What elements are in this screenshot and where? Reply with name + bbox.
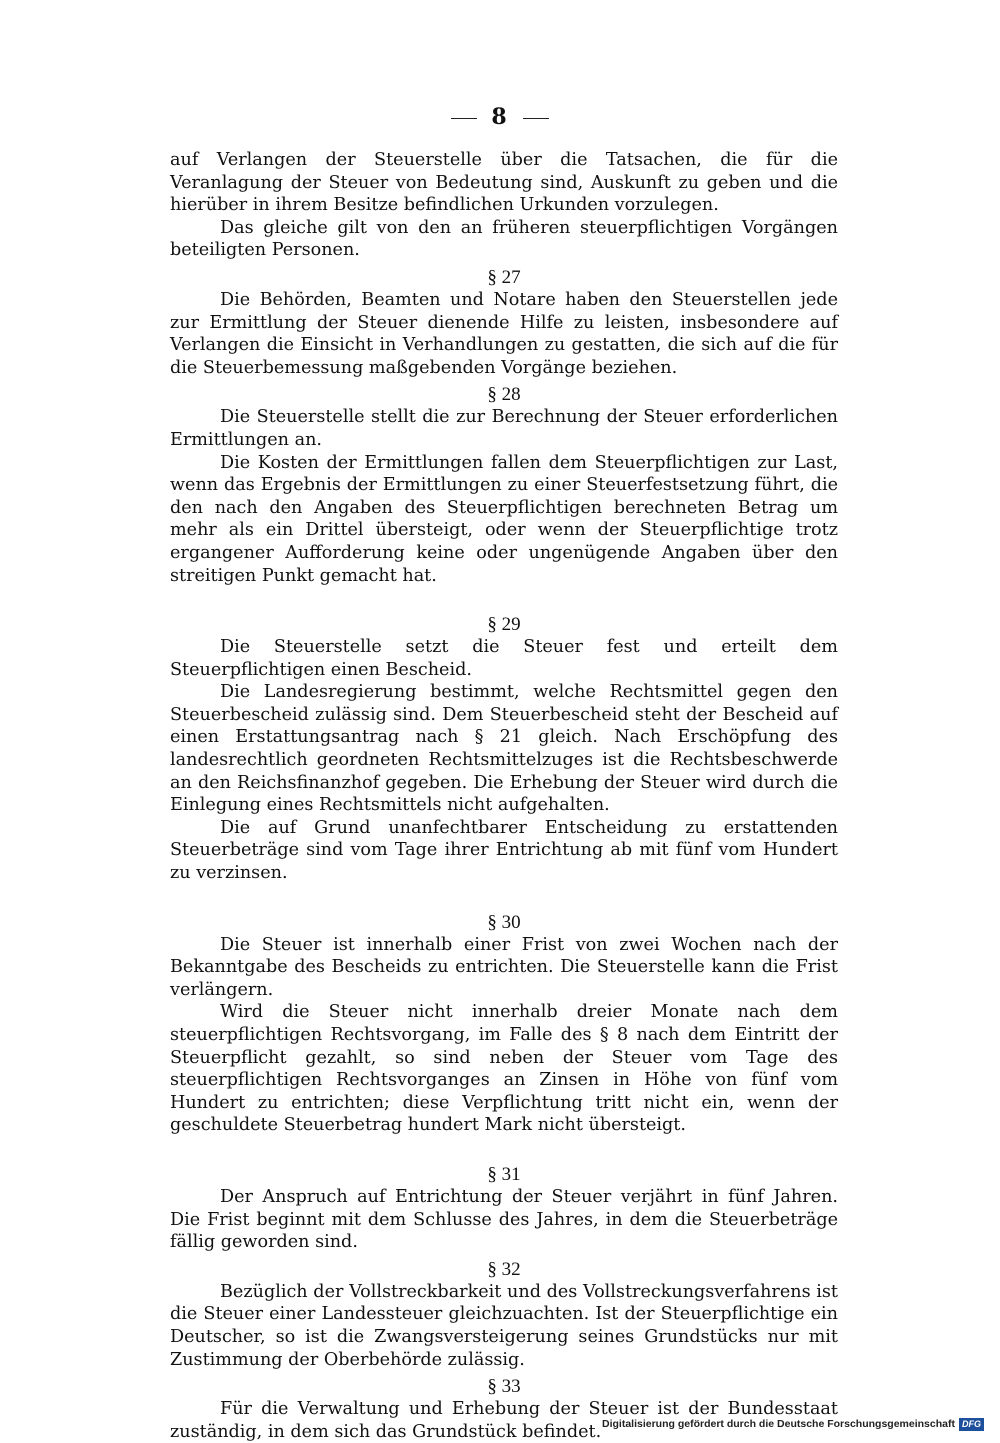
section-28-paragraph: Die Kosten der Ermittlungen fallen dem Steuerpflichtigen zur Last, wenn das Ergebnis der Ermittlungen zu einer Steuerfestsetzung führt, die den nach den Angaben des Steuerpflichtigen berechneten Betrag um mehr als ein Drittel übersteigt, oder wenn der Steuerpflichtige trotz ergangener Aufforderung keine oder ungenügende Angaben über den streitigen Punkt gemacht hat. — [170, 452, 838, 586]
page-header — [0, 104, 1000, 130]
section-heading-28: § 28 — [487, 384, 521, 406]
document-body — [170, 149, 838, 1443]
header-dash-left — [451, 118, 477, 119]
intro-paragraph: Das gleiche gilt von den an früheren steuerpflichtigen Vorgängen beteiligten Personen. — [170, 217, 838, 261]
section-heading-27: § 27 — [487, 266, 521, 288]
section-29-paragraph: Die Steuerstelle setzt die Steuer fest und erteilt dem Steuerpflichtigen einen Bescheid. — [170, 637, 838, 680]
digitization-footer — [602, 1417, 984, 1431]
section-32-paragraph: Bezüglich der Vollstreckbarkeit und des Vollstreckungsverfahrens ist die Steuer einer Landessteuer gleichzuachten. Ist der Steuerpflichtige ein Deutscher, so ist die Zwangsversteigerung seines Grundstücks nur mit Zustimmung der Oberbehörde zulässig. — [170, 1281, 838, 1370]
header-dash-right — [523, 118, 549, 119]
section-29-paragraph: Die Landesregierung bestimmt, welche Rechtsmittel gegen den Steuerbescheid zulässig sind. Dem Steuerbescheid steht der Bescheid auf einen Erstattungsantrag nach § 21 gleich. Nach Erschöpfung des landesrechtlich geordneten Rechtsmittelzuges ist die Rechtsbeschwerde an den Reichsfinanzhof gegeben. Die Erhebung der Steuer wird durch die Einlegung eines Rechtsmittels nicht aufgehalten. — [170, 682, 838, 816]
section-heading-29: § 29 — [487, 614, 521, 636]
section-30-paragraph: Die Steuer ist innerhalb einer Frist von zwei Wochen nach der Bekanntgabe des Bescheids zu entrichten. Die Steuerstelle kann die Frist verlängern. — [170, 934, 838, 1000]
page-number: 8 — [491, 104, 509, 130]
intro-paragraph: auf Verlangen der Steuerstelle über die Tatsachen, die für die Veranlagung der Steuer von Bedeutung sind, Auskunft zu geben und die hierüber in ihrem Besitze befindlichen Urkunden vorzulegen. — [170, 150, 838, 216]
dfg-logo: DFG — [959, 1418, 984, 1431]
section-heading-31: § 31 — [487, 1163, 521, 1185]
section-31-paragraph: Der Anspruch auf Entrichtung der Steuer verjährt in fünf Jahren. Die Frist beginnt mit dem Schlusse des Jahres, in dem die Steuerbeträge fällig geworden sind. — [170, 1186, 838, 1253]
section-29-paragraph: Die auf Grund unanfechtbarer Entscheidung zu erstattenden Steuerbeträge sind vom Tage ihrer Entrichtung ab mit fünf vom Hundert zu verzinsen. — [170, 817, 838, 884]
section-heading-33: § 33 — [487, 1376, 521, 1398]
section-33-paragraph: Für die Verwaltung und Erhebung der Steuer ist der Bundesstaat zuständig, in dem sich das Grundstück befindet. — [170, 1399, 838, 1442]
section-heading-32: § 32 — [487, 1258, 521, 1280]
section-27-paragraph: Die Behörden, Beamten und Notare haben den Steuerstellen jede zur Ermittlung der Steuer dienende Hilfe zu leisten, insbesondere auf Verlangen die Einsicht in Verhandlungen zu gestatten, die sich auf die für die Steuerbemessung maßgebenden Vorgänge beziehen. — [170, 289, 838, 378]
section-heading-30: § 30 — [487, 911, 521, 933]
section-30-paragraph: Wird die Steuer nicht innerhalb dreier Monate nach dem steuerpflichtigen Rechtsvorgang, im Falle des § 8 nach dem Eintritt der Steuerpflicht gezahlt, so sind neben der Steuer vom Tage des steuerpflichtigen Rechtsvorganges an Zinsen in Höhe von fünf vom Hundert zu entrichten; diese Verpflichtung tritt nicht ein, wenn der geschuldete Steuerbetrag hundert Mark nicht übersteigt. — [170, 1002, 838, 1136]
footer-credit-text: Digitalisierung gefördert durch die Deutsche Forschungsgemeinschaft — [602, 1418, 955, 1430]
section-28-paragraph: Die Steuerstelle stellt die zur Berechnung der Steuer erforderlichen Ermittlungen an. — [170, 407, 838, 450]
